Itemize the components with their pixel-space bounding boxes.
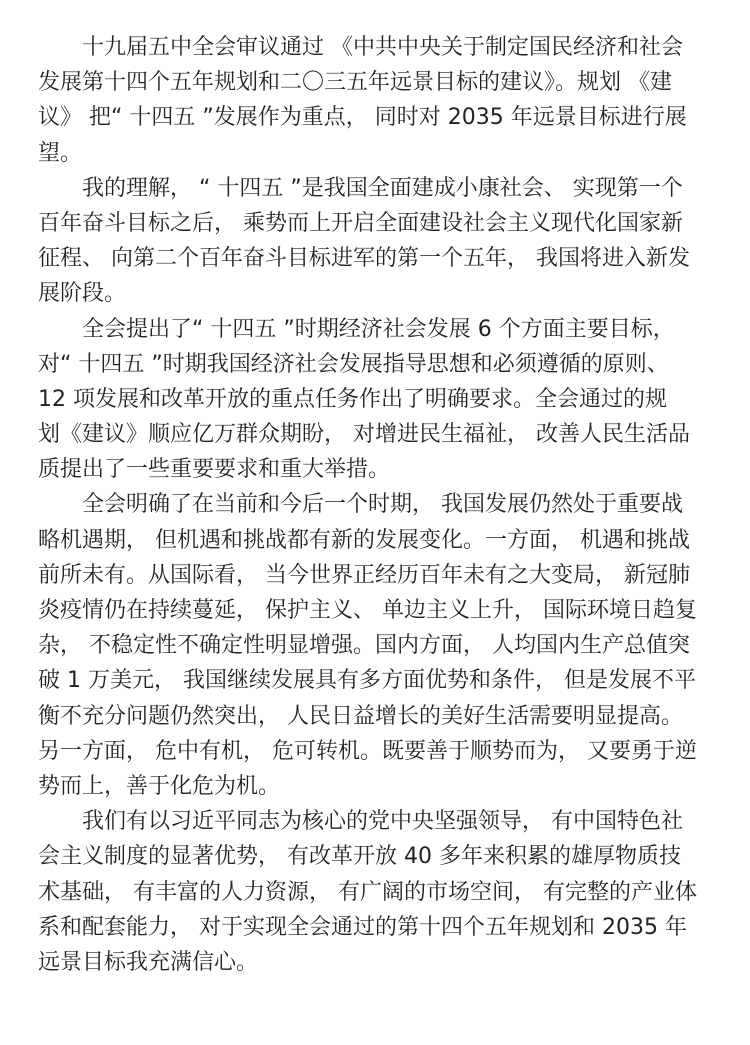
text-line: 全会提出了“ 十四五 ”时期经济社会发展 6 个方面主要目标， xyxy=(82,316,675,342)
text-line: 炎疫情仍在持续蔓延， 保护主义、 单边主义上升， 国际环境日趋复 xyxy=(38,598,697,623)
text-line: 百年奋斗目标之后， 乘势而上开启全面建设社会主义现代化国家新 xyxy=(38,210,683,236)
text-line: 远景目标我充满信心。 xyxy=(38,949,259,975)
text-line: 展阶段。 xyxy=(38,281,127,307)
text-line: 议》 把“ 十四五 ”发展作为重点， 同时对 2035 年远景目标进行展 xyxy=(38,105,687,131)
text-line: 征程、 向第二个百年奋斗目标进军的第一个五年， 我国将进入新发 xyxy=(38,246,690,272)
paragraph xyxy=(38,171,714,312)
text-line: 破 1 万美元， 我国继续发展具有多方面优势和条件， 但是发展不平 xyxy=(38,668,696,694)
text-line: 12 项发展和改革开放的重点任务作出了明确要求。全会通过的规 xyxy=(38,386,667,412)
text-line: 另一方面， 危中有机， 危可转机。既要善于顺势而为， 又要勇于逆 xyxy=(38,738,697,764)
paragraph xyxy=(38,487,714,804)
text-line: 望。 xyxy=(38,140,83,166)
paragraph xyxy=(38,804,714,980)
text-line: 我们有以习近平同志为核心的党中央坚强领导， 有中国特色社 xyxy=(82,809,683,835)
text-line: 杂， 不稳定性不确定性明显增强。国内方面， 人均国内生产总值突 xyxy=(38,633,690,659)
text-line: 略机遇期， 但机遇和挑战都有新的发展变化。一方面， 机遇和挑战 xyxy=(38,527,690,553)
text-line: 术基础， 有丰富的人力资源， 有广阔的市场空间， 有完整的产业体 xyxy=(38,879,697,905)
text-line: 衡不充分问题仍然突出， 人民日益增长的美好生活需要明显提高。 xyxy=(38,703,683,729)
paragraph xyxy=(38,312,714,488)
text-line: 系和配套能力， 对于实现全会通过的第十四个五年规划和 2035 年 xyxy=(38,914,687,940)
text-line: 发展第十四个五年规划和二〇三五年远景目标的建议》。规划 《建 xyxy=(38,70,672,96)
text-line: 前所未有。从国际看， 当今世界正经历百年未有之大变局， 新冠肺 xyxy=(38,562,690,588)
text-line: 十九届五中全会审议通过 《中共中央关于制定国民经济和社会 xyxy=(82,35,683,60)
text-line: 全会明确了在当前和今后一个时期， 我国发展仍然处于重要战 xyxy=(82,492,683,518)
text-line: 会主义制度的显著优势， 有改革开放 40 多年来积累的雄厚物质技 xyxy=(38,844,681,870)
text-line: 势而上，善于化危为机。 xyxy=(38,773,281,799)
text-line: 质提出了一些重要要求和重大举措。 xyxy=(38,457,391,483)
paragraph xyxy=(38,30,714,171)
text-line: 我的理解， “ 十四五 ”是我国全面建成小康社会、 实现第一个 xyxy=(82,175,683,201)
text-line: 对“ 十四五 ”时期我国经济社会发展指导思想和必须遵循的原则、 xyxy=(38,351,669,377)
text-line: 划《建议》顺应亿万群众期盼， 对增进民生福祉， 改善人民生活品 xyxy=(38,422,690,448)
